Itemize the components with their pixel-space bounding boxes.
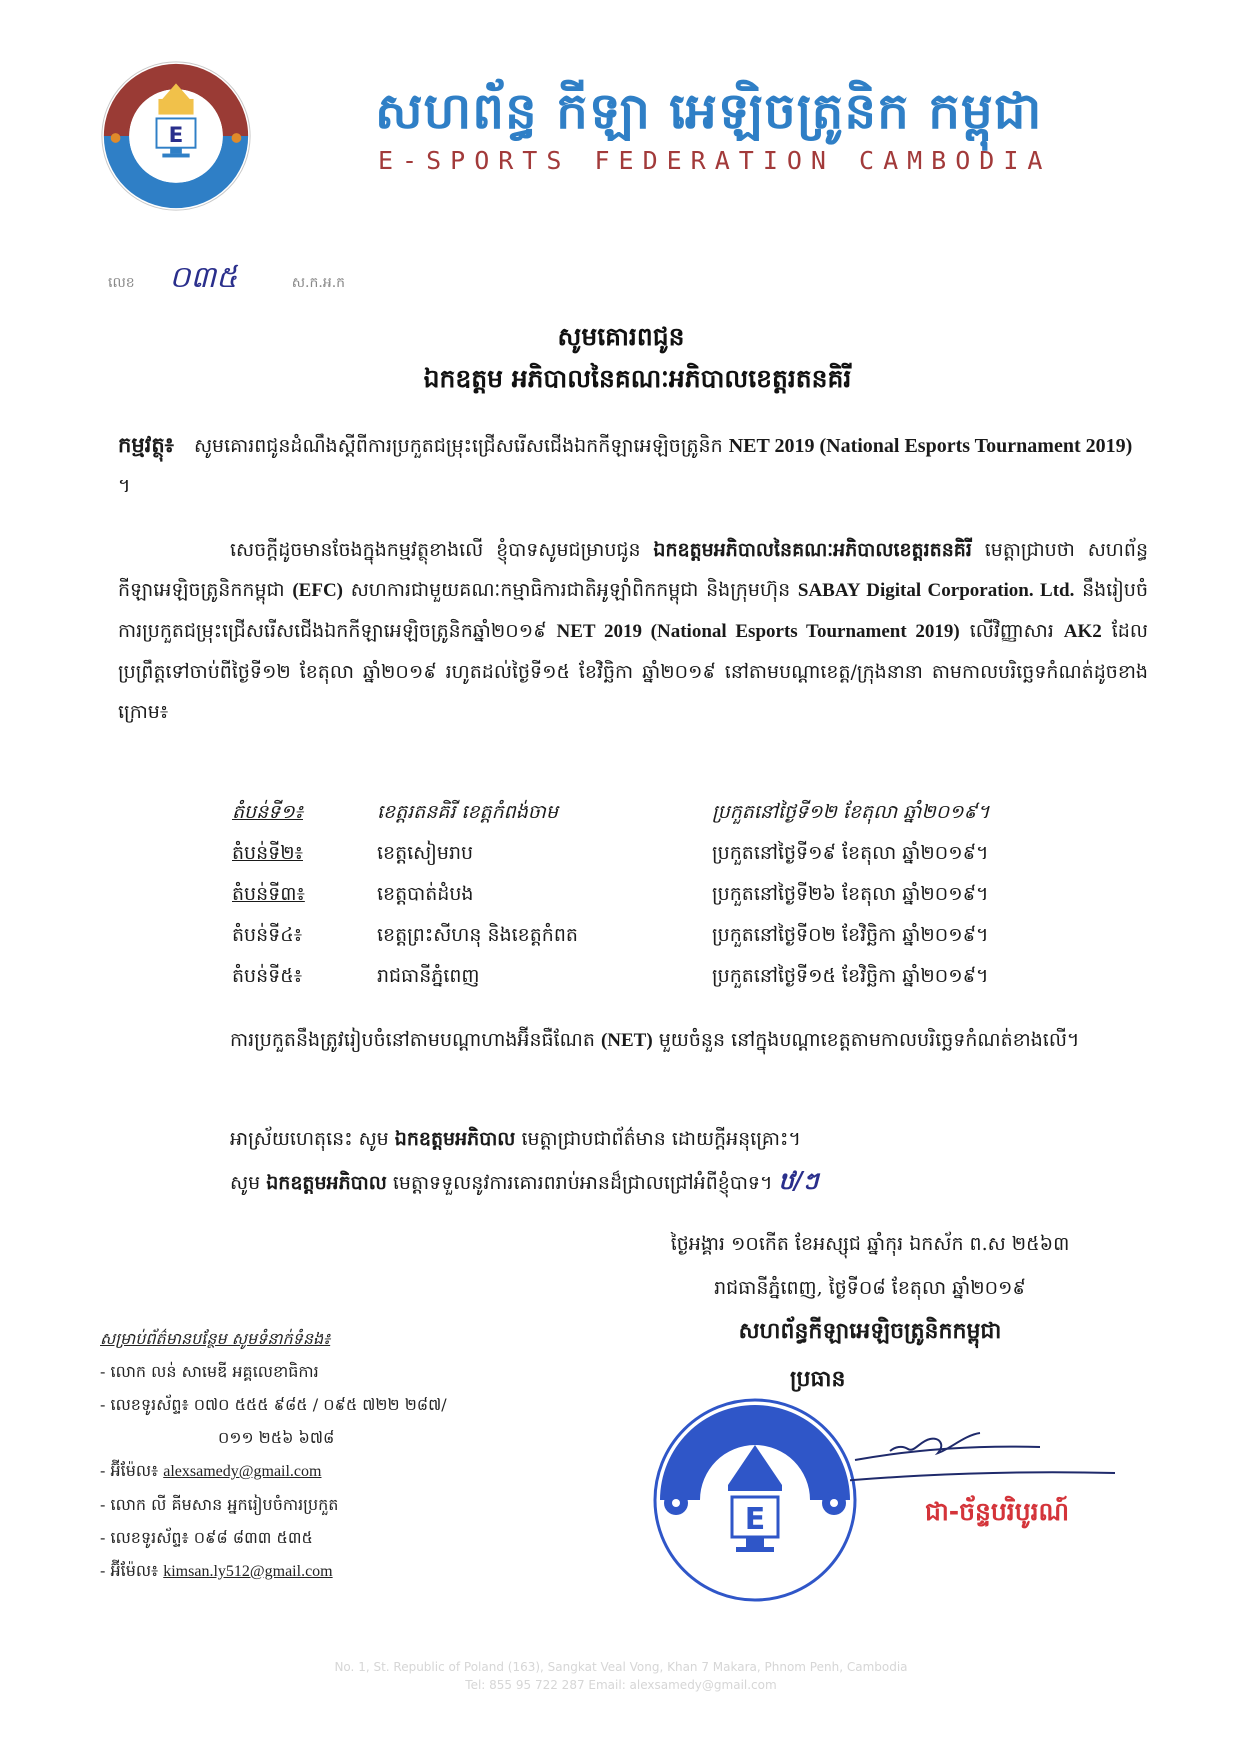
date-block bbox=[590, 1222, 1150, 1354]
subject-event: NET 2019 (National Esports Tournament 2019) bbox=[728, 435, 1133, 457]
zone-label: តំបន់ទី៥៖ bbox=[232, 965, 303, 987]
zone-date: ប្រកួតនៅថ្ងៃទី១៥ ខែវិច្ឆិកា ឆ្នាំ២០១៩។ bbox=[712, 965, 989, 987]
closing-line-1 bbox=[230, 1118, 1170, 1160]
footer-line-1: No. 1, St. Republic of Poland (163), Sangkat Veal Vong, Khan 7 Makara, Phnom Penh, Cambodia bbox=[334, 1660, 908, 1674]
signer-name: ជា-ច័ន្ទបរិបូរណ៍ bbox=[925, 1497, 1070, 1526]
salutation: សូមគោរពជូន bbox=[557, 322, 685, 351]
p1-sabay: SABAY Digital Corporation. Ltd. bbox=[797, 580, 1075, 601]
contact-item: - លោក លន់ សាមេឌី អគ្គលេខាធិការ bbox=[100, 1362, 319, 1381]
body-paragraph-2 bbox=[118, 1020, 1148, 1061]
logo-letter: E bbox=[168, 122, 184, 148]
p1-net: NET 2019 (National Esports Tournament 2019) bbox=[556, 621, 960, 642]
email-link[interactable]: alexsamedy@gmail.com bbox=[163, 1463, 322, 1480]
contact-item: ០១១ ២៥៦ ៦៧៨ bbox=[218, 1428, 335, 1447]
contact-item bbox=[100, 1454, 447, 1488]
zone-label: តំបន់ទី២៖ bbox=[232, 842, 303, 864]
temple-icon bbox=[158, 99, 193, 115]
zone-provinces: ខេត្តសៀមរាប bbox=[377, 842, 474, 864]
p1-text-c: សហការជាមួយគណៈកម្មាធិការជាតិអូឡាំពិកកម្ពុជា និងក្រុមហ៊ុន bbox=[350, 579, 791, 601]
zone-label: តំបន់ទី៣៖ bbox=[232, 883, 305, 905]
contact-item bbox=[100, 1554, 447, 1588]
zone-date: ប្រកួតនៅថ្ងៃទី១២ ខែតុលា ឆ្នាំ២០១៩។ bbox=[712, 801, 990, 823]
closing-line-2 bbox=[230, 1160, 1170, 1204]
subject-line bbox=[118, 425, 1148, 506]
p1-text-d: នឹងរៀបចំការប្រកួតជម្រុះជ្រើសរើសជើងឯកកីឡាអេឡិចត្រូនិកឆ្នាំ២០១៩ bbox=[118, 579, 1149, 642]
zone-provinces: ខេត្តរតនគិរី ខេត្តកំពង់ចាម bbox=[377, 801, 558, 823]
handwritten-signature bbox=[850, 1415, 1120, 1495]
contact-item-label: - អ៊ីម៉ែល៖ bbox=[100, 1561, 164, 1580]
zone-date: ប្រកួតនៅថ្ងៃទី០២ ខែវិច្ឆិកា ឆ្នាំ២០១៩។ bbox=[712, 924, 989, 946]
contact-item: - លោក លី គីមសាន អ្នករៀបចំការប្រកួត bbox=[100, 1495, 339, 1514]
lunar-date: ថ្ងៃអង្គារ ១០កើត ខែអស្សុជ ឆ្នាំកុរ ឯកស័ក ព.ស ២៥៦៣ bbox=[670, 1233, 1070, 1255]
reference-number-label: លេខ bbox=[108, 275, 135, 291]
subject-label: កម្មវត្ថុ៖ bbox=[118, 433, 174, 457]
p3-bold: ឯកឧត្តមអភិបាល bbox=[394, 1128, 516, 1150]
contact-item: - លេខទូរស័ព្ទ៖ ០៩៨ ៨៣៣ ៥៣៥ bbox=[100, 1528, 313, 1547]
footer-line-2: Tel: 855 95 722 287 Email: alexsamedy@gmail.com bbox=[465, 1678, 777, 1692]
p1-efc: (EFC) bbox=[292, 580, 343, 601]
handwritten-initials: ឋ/ៗ bbox=[778, 1166, 819, 1195]
reference-number: ០៣៥ bbox=[169, 260, 238, 295]
reference-row bbox=[108, 258, 345, 302]
subject-text: សូមគោរពជូនដំណឹងស្តីពីការប្រកួតជម្រុះជ្រើសរើសជើងឯកកីឡាអេឡិចត្រូនិក bbox=[193, 435, 723, 457]
reference-org-abbr: ស.ក.អ.ក bbox=[291, 275, 346, 291]
federation-logo bbox=[98, 58, 254, 214]
signing-org: សហព័ន្ធកីឡាអេឡិចត្រូនិកកម្ពុជា bbox=[738, 1319, 1002, 1344]
signer-role: ប្រធាន bbox=[790, 1367, 846, 1392]
p1-text-f: ដែលប្រព្រឹត្តទៅចាប់ពីថ្ងៃទី១២ ខែតុលា ឆ្នាំ២០១៩ រហូតដល់ថ្ងៃទី១៥ ខែវិច្ឆិកា ឆ្នាំ២០១៩ នៅតាមបណ្តាខេត្ត/ក្រុងនានា តាមកាលបរិច្ឆេទកំណត់ដូចខាងក្រោម៖ bbox=[118, 620, 1148, 723]
p3-text-b: មេត្តាជ្រាបជាព័ត៌មាន ដោយក្តីអនុគ្រោះ។ bbox=[521, 1128, 801, 1150]
footer-address bbox=[0, 1658, 1242, 1694]
email-link[interactable]: kimsan.ly512@gmail.com bbox=[163, 1563, 333, 1580]
recipient-title: ឯកឧត្តម អភិបាលនៃគណៈអភិបាលខេត្តរតនគិរី bbox=[423, 364, 852, 393]
p4-text-a: សូម bbox=[230, 1172, 261, 1194]
p4-text-b: មេត្តាទទួលនូវការគោរពរាប់អានដ៏ជ្រាលជ្រៅអំពីខ្ញុំបាទ។ bbox=[392, 1172, 773, 1194]
zone-date: ប្រកួតនៅថ្ងៃទី២៦ ខែតុលា ឆ្នាំ២០១៩។ bbox=[712, 883, 989, 905]
p2-net: (NET) bbox=[600, 1030, 653, 1051]
org-name-khmer: សហព័ន្ធ កីឡា អេឡិចត្រូនិក កម្ពុជា bbox=[375, 82, 1043, 140]
contact-info bbox=[100, 1322, 447, 1588]
zone-label: តំបន់ទី៤៖ bbox=[232, 924, 303, 946]
contact-item: - លេខទូរស័ព្ទ៖ ០៧០ ៥៥៥ ៩៨៥ / ០៩៥ ៧២២ ២៨៧/ bbox=[100, 1395, 447, 1414]
body-paragraph-1 bbox=[118, 530, 1148, 732]
contact-heading: សម្រាប់ព័ត៌មានបន្ថែម សូមទំនាក់ទំនង៖ bbox=[100, 1329, 331, 1348]
body-closing-paragraphs bbox=[230, 1118, 1170, 1204]
zone-date: ប្រកួតនៅថ្ងៃទី១៩ ខែតុលា ឆ្នាំ២០១៩។ bbox=[712, 842, 989, 864]
org-name-english: E-SPORTS FEDERATION CAMBODIA bbox=[378, 146, 1052, 175]
official-stamp bbox=[650, 1395, 860, 1605]
p1-ak2: AK2 bbox=[1063, 621, 1102, 642]
p1-text-a: សេចក្តីដូចមានចែងក្នុងកម្មវត្ថុខាងលើ ខ្ញុំបាទសូមជម្រាបជូន bbox=[230, 539, 641, 561]
p1-recipient-bold: ឯកឧត្តមអភិបាលនៃគណៈអភិបាលខេត្តរតនគិរី bbox=[653, 539, 972, 561]
p2-text-b: មួយចំនួន នៅក្នុងបណ្តាខេត្តតាមកាលបរិច្ឆេទកំណត់ខាងលើ។ bbox=[658, 1029, 1080, 1051]
zone-provinces: ខេត្តព្រះសីហនុ និងខេត្តកំពត bbox=[377, 924, 578, 946]
stamp-letter: E bbox=[744, 1502, 766, 1537]
place-date: រាជធានីភ្នំពេញ, ថ្ងៃទី០៨ ខែតុលា ឆ្នាំ២០១៩ bbox=[714, 1277, 1026, 1299]
p1-text-b: មេត្តាជ្រាបថា សហព័ន្ធកីឡាអេឡិចត្រូនិកកម្ពុជា bbox=[118, 539, 1149, 601]
subject-end: ។ bbox=[118, 475, 131, 497]
zone-provinces: ខេត្តបាត់ដំបង bbox=[377, 883, 474, 905]
zone-label: តំបន់ទី១៖ bbox=[232, 801, 303, 823]
contact-item-label: - អ៊ីម៉ែល៖ bbox=[100, 1461, 164, 1480]
p1-text-e: លើវិញ្ញាសារ bbox=[969, 620, 1054, 642]
zone-provinces: រាជធានីភ្នំពេញ bbox=[377, 965, 480, 987]
p2-text-a: ការប្រកួតនឹងត្រូវរៀបចំនៅតាមបណ្តាហាងអ៊ីនធឺណែត bbox=[230, 1029, 595, 1051]
p4-bold: ឯកឧត្តមអភិបាល bbox=[266, 1172, 387, 1194]
p3-text-a: អាស្រ័យហេតុនេះ សូម bbox=[230, 1128, 389, 1150]
